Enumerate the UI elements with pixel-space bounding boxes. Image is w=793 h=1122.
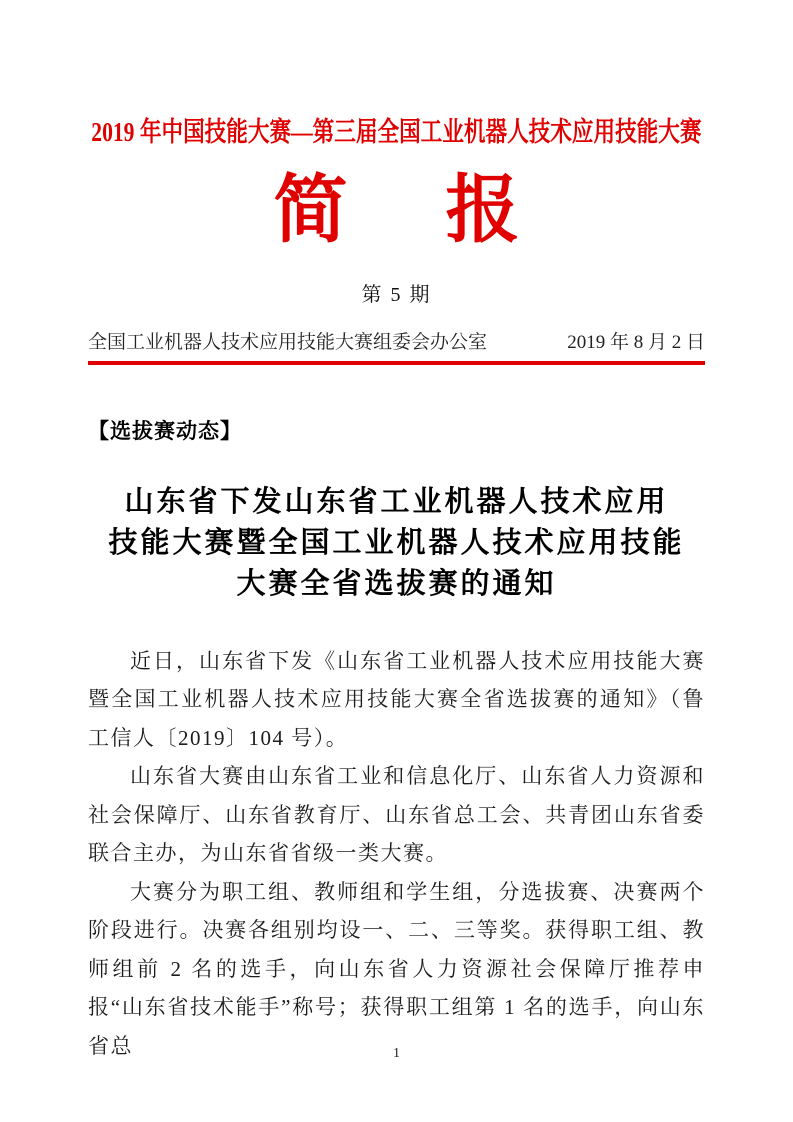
issuing-office: 全国工业机器人技术应用技能大赛组委会办公室 [88,331,488,353]
article-body [88,642,705,1066]
section-header: 【选拔赛动态】 [88,418,242,443]
article-paragraph: 山东省大赛由山东省工业和信息化厅、山东省人力资源和社会保障厅、山东省教育厅、山东省总工会、共青团山东省委联合主办，为山东省省级一类大赛。 [88,764,705,866]
issue-number: 第 5 期 [361,283,432,306]
masthead-title-text: 2019 年中国技能大赛—第三届全国工业机器人技术应用技能大赛 [91,117,702,147]
article-title-line-3: 大赛全省选拔赛的通知 [236,567,557,600]
issue-date: 2019 年 8 月 2 日 [567,331,705,353]
article-paragraph: 大赛分为职工组、教师组和学生组，分选拔赛、决赛两个阶段进行。决赛各组别均设一、二、三等奖。获得职工组、教师组前 2 名的选手，向山东省人力资源社会保障厅推荐申报“山东省技术能手”称号；获得职工组第 1 名的选手，向山东省总 [88,879,705,1058]
masthead-title [88,0,705,150]
article-title [88,482,705,605]
article-title-line-2: 技能大赛暨全国工业机器人技术应用技能 [108,526,685,559]
bulletin-name: 简 报 [273,169,532,252]
red-divider [88,361,705,365]
org-line [88,327,705,354]
article-paragraph: 近日，山东省下发《山东省工业机器人技术应用技能大赛暨全国工业机器人技术应用技能大赛全省选拔赛的通知》（鲁工信人〔2019〕104 号）。 [88,648,705,750]
page-number: 1 [393,1046,400,1061]
article-title-line-1: 山东省下发山东省工业机器人技术应用 [124,485,669,518]
